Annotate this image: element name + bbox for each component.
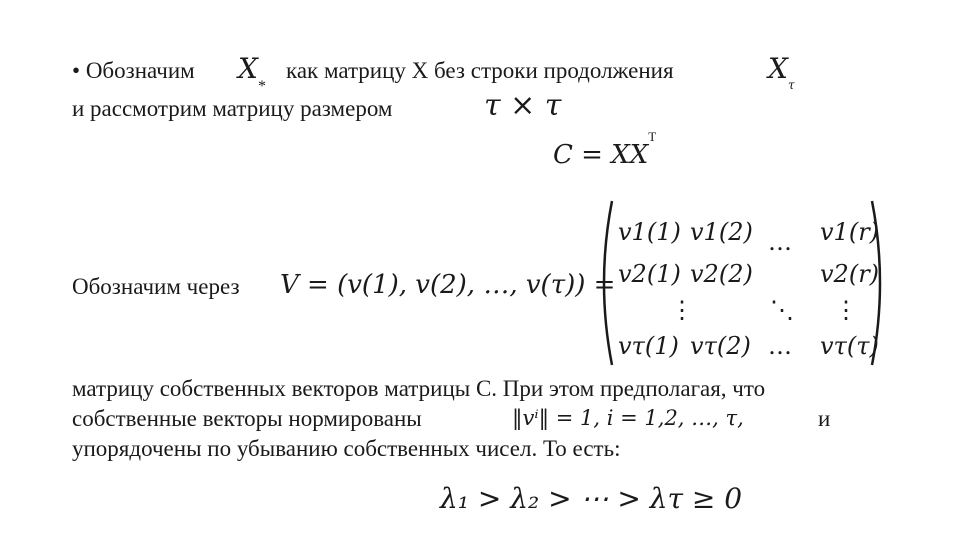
eq-c <box>553 129 657 170</box>
eq-c-lhs: C = XX <box>553 140 649 170</box>
matrix-cell-4-3: … <box>768 332 792 360</box>
line-1 <box>72 58 195 84</box>
sub-star: * <box>257 77 266 95</box>
matrix-cell-2-2: v2(2) <box>690 260 753 288</box>
v-formula: V = (v(1), v(2), …, v(τ)) = <box>280 270 616 300</box>
eq-c-sup: T <box>648 129 657 145</box>
line-3-text: Обозначим через <box>72 274 240 299</box>
norm-formula: ‖vⁱ‖ = 1, i = 1,2, …, τ, <box>512 406 744 430</box>
var-x-tau <box>768 52 795 92</box>
para-line-2a: собственные векторы нормированы <box>72 406 422 431</box>
para-line-3: упорядочены по убыванию собственных чисел. То есть: <box>72 436 621 461</box>
para-line-2b: и <box>818 406 831 431</box>
sub-tau: τ <box>787 77 795 92</box>
matrix-cell-1-2: v1(2) <box>690 218 753 246</box>
matrix-cell-3-3: ⋱ <box>770 296 794 324</box>
eigenvalue-order: λ₁ > λ₂ > ⋯ > λτ ≥ 0 <box>440 482 743 515</box>
eigenvector-matrix <box>594 198 890 368</box>
matrix-cell-3-1: ⋮ <box>670 296 694 324</box>
matrix-cell-1-1: v1(1) <box>618 218 681 246</box>
matrix-cell-2-1: v2(1) <box>618 260 681 288</box>
matrix-cell-1-3: … <box>768 228 792 256</box>
matrix-cell-4-1: vτ(1) <box>618 332 679 360</box>
left-paren <box>594 198 616 368</box>
line-1-text-b: как матрицу X без строки продолжения <box>286 58 674 83</box>
matrix-cell-4-4: vτ(τ) <box>820 332 879 360</box>
line-2-text: и рассмотрим матрицу размером <box>72 96 393 121</box>
matrix-cell-2-4: v2(r) <box>820 260 880 288</box>
matrix-cell-3-4: ⋮ <box>834 296 858 324</box>
line-1-text-a: Обозначим <box>85 58 195 83</box>
para-line-1: матрицу собственных векторов матрицы C. При этом предполагая, что <box>72 376 766 401</box>
matrix-cell-1-4: v1(r) <box>820 218 880 246</box>
var-x-star <box>238 52 266 95</box>
var-x: X <box>238 52 258 85</box>
var-x2: X <box>768 52 788 85</box>
bullet: • <box>72 58 81 83</box>
tau-times-tau: τ × τ <box>484 88 562 123</box>
matrix-cell-4-2: vτ(2) <box>690 332 751 360</box>
